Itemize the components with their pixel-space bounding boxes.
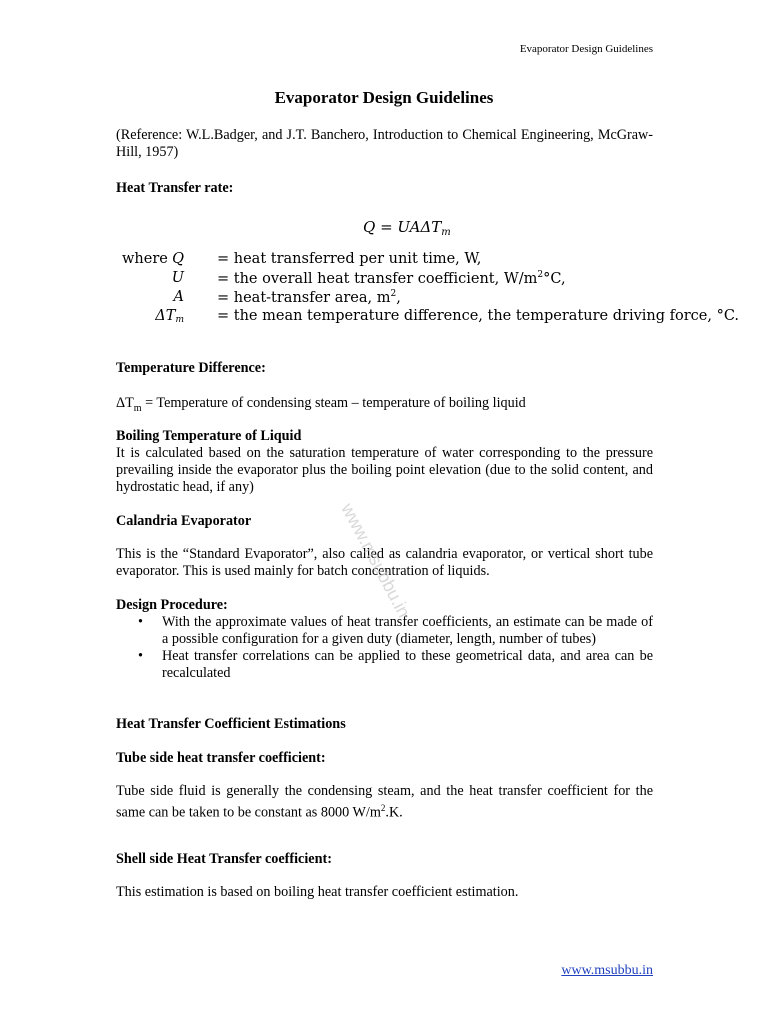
definition-a-text xyxy=(217,289,401,306)
equation-rhs: = UAΔT xyxy=(380,218,442,236)
heading-shell-side: Shell side Heat Transfer coefficient: xyxy=(116,851,332,867)
definition-u-text xyxy=(217,270,566,287)
dtm-symbol: ΔT xyxy=(116,395,134,411)
heading-calandria-evaporator: Calandria Evaporator xyxy=(116,513,252,529)
where-label: where xyxy=(122,251,168,267)
symbol-dtm xyxy=(134,308,184,325)
page-title: Evaporator Design Guidelines xyxy=(274,88,494,107)
definition-a-pre: = heat-transfer area, m xyxy=(217,289,391,306)
symbol-dtm-base: ΔT xyxy=(155,308,176,324)
heading-tube-side: Tube side heat transfer coefficient: xyxy=(116,750,326,766)
symbol-u: U xyxy=(171,270,184,286)
boiling-temperature-paragraph: It is calculated based on the saturation temperature of water corresponding to the pressure prevailing inside the evaporator plus the boiling point elevation (due to the solid content, and hydrostatic head, if any) xyxy=(116,445,653,495)
heading-design-procedure: Design Procedure: xyxy=(116,597,228,613)
footer-website-link[interactable]: www.msubbu.in xyxy=(561,963,653,978)
list-item-text: With the approximate values of heat transfer coefficients, an estimate can be made of a possible configuration for a given duty (diameter, length, number of tubes) xyxy=(162,614,653,647)
symbol-q: Q xyxy=(172,251,184,267)
bullet-icon: • xyxy=(138,614,143,630)
equation-subscript: m xyxy=(441,227,451,238)
shell-side-paragraph: This estimation is based on boiling heat transfer coefficient estimation. xyxy=(116,884,519,900)
temperature-difference-definition xyxy=(116,395,653,417)
heat-transfer-equation xyxy=(363,218,451,238)
definition-a-post: , xyxy=(396,289,401,306)
list-item xyxy=(116,614,653,648)
heading-temperature-difference: Temperature Difference: xyxy=(116,360,266,376)
equation-lhs: Q xyxy=(363,218,376,236)
definition-dtm-text: = the mean temperature difference, the temperature driving force, °C. xyxy=(217,308,740,324)
tube-side-text: Tube side fluid is generally the condensing steam, and the heat transfer coefficient for the same can be taken to be constant as 8000 W/m xyxy=(116,783,653,821)
heading-boiling-temperature: Boiling Temperature of Liquid xyxy=(116,428,302,444)
definition-u-sup: 2 xyxy=(537,270,544,280)
tube-side-paragraph xyxy=(116,783,653,822)
list-item-text: Heat transfer correlations can be applied to these geometrical data, and area can be recalculated xyxy=(162,648,653,681)
definition-a-sup: 2 xyxy=(390,289,397,299)
definition-u-pre: = the overall heat transfer coefficient, W/m xyxy=(217,270,538,287)
symbol-a: A xyxy=(173,289,184,305)
heading-htc-estimations: Heat Transfer Coefficient Estimations xyxy=(116,716,346,732)
dtm-subscript: m xyxy=(133,402,142,414)
calandria-paragraph: This is the “Standard Evaporator”, also called as calandria evaporator, or vertical short tube evaporator. This is used mainly for batch concentration of liquids. xyxy=(116,546,653,579)
tube-side-sup: 2 xyxy=(380,803,386,813)
tube-side-unit: .K. xyxy=(385,804,403,821)
dtm-text: = Temperature of condensing steam – temperature of boiling liquid xyxy=(141,395,526,411)
reference-paragraph: (Reference: W.L.Badger, and J.T. Banchero, Introduction to Chemical Engineering, McGraw-Hill, 1957) xyxy=(116,127,653,160)
heading-heat-transfer-rate: Heat Transfer rate: xyxy=(116,180,234,196)
definition-q-text: = heat transferred per unit time, W, xyxy=(217,251,482,267)
bullet-icon: • xyxy=(138,648,143,664)
symbol-dtm-sub: m xyxy=(175,315,184,325)
watermark: www.msubbu.in xyxy=(337,500,415,621)
list-item xyxy=(116,648,653,682)
running-header: Evaporator Design Guidelines xyxy=(519,43,653,55)
definition-u-post: °C, xyxy=(543,270,566,287)
design-procedure-list xyxy=(116,614,653,682)
